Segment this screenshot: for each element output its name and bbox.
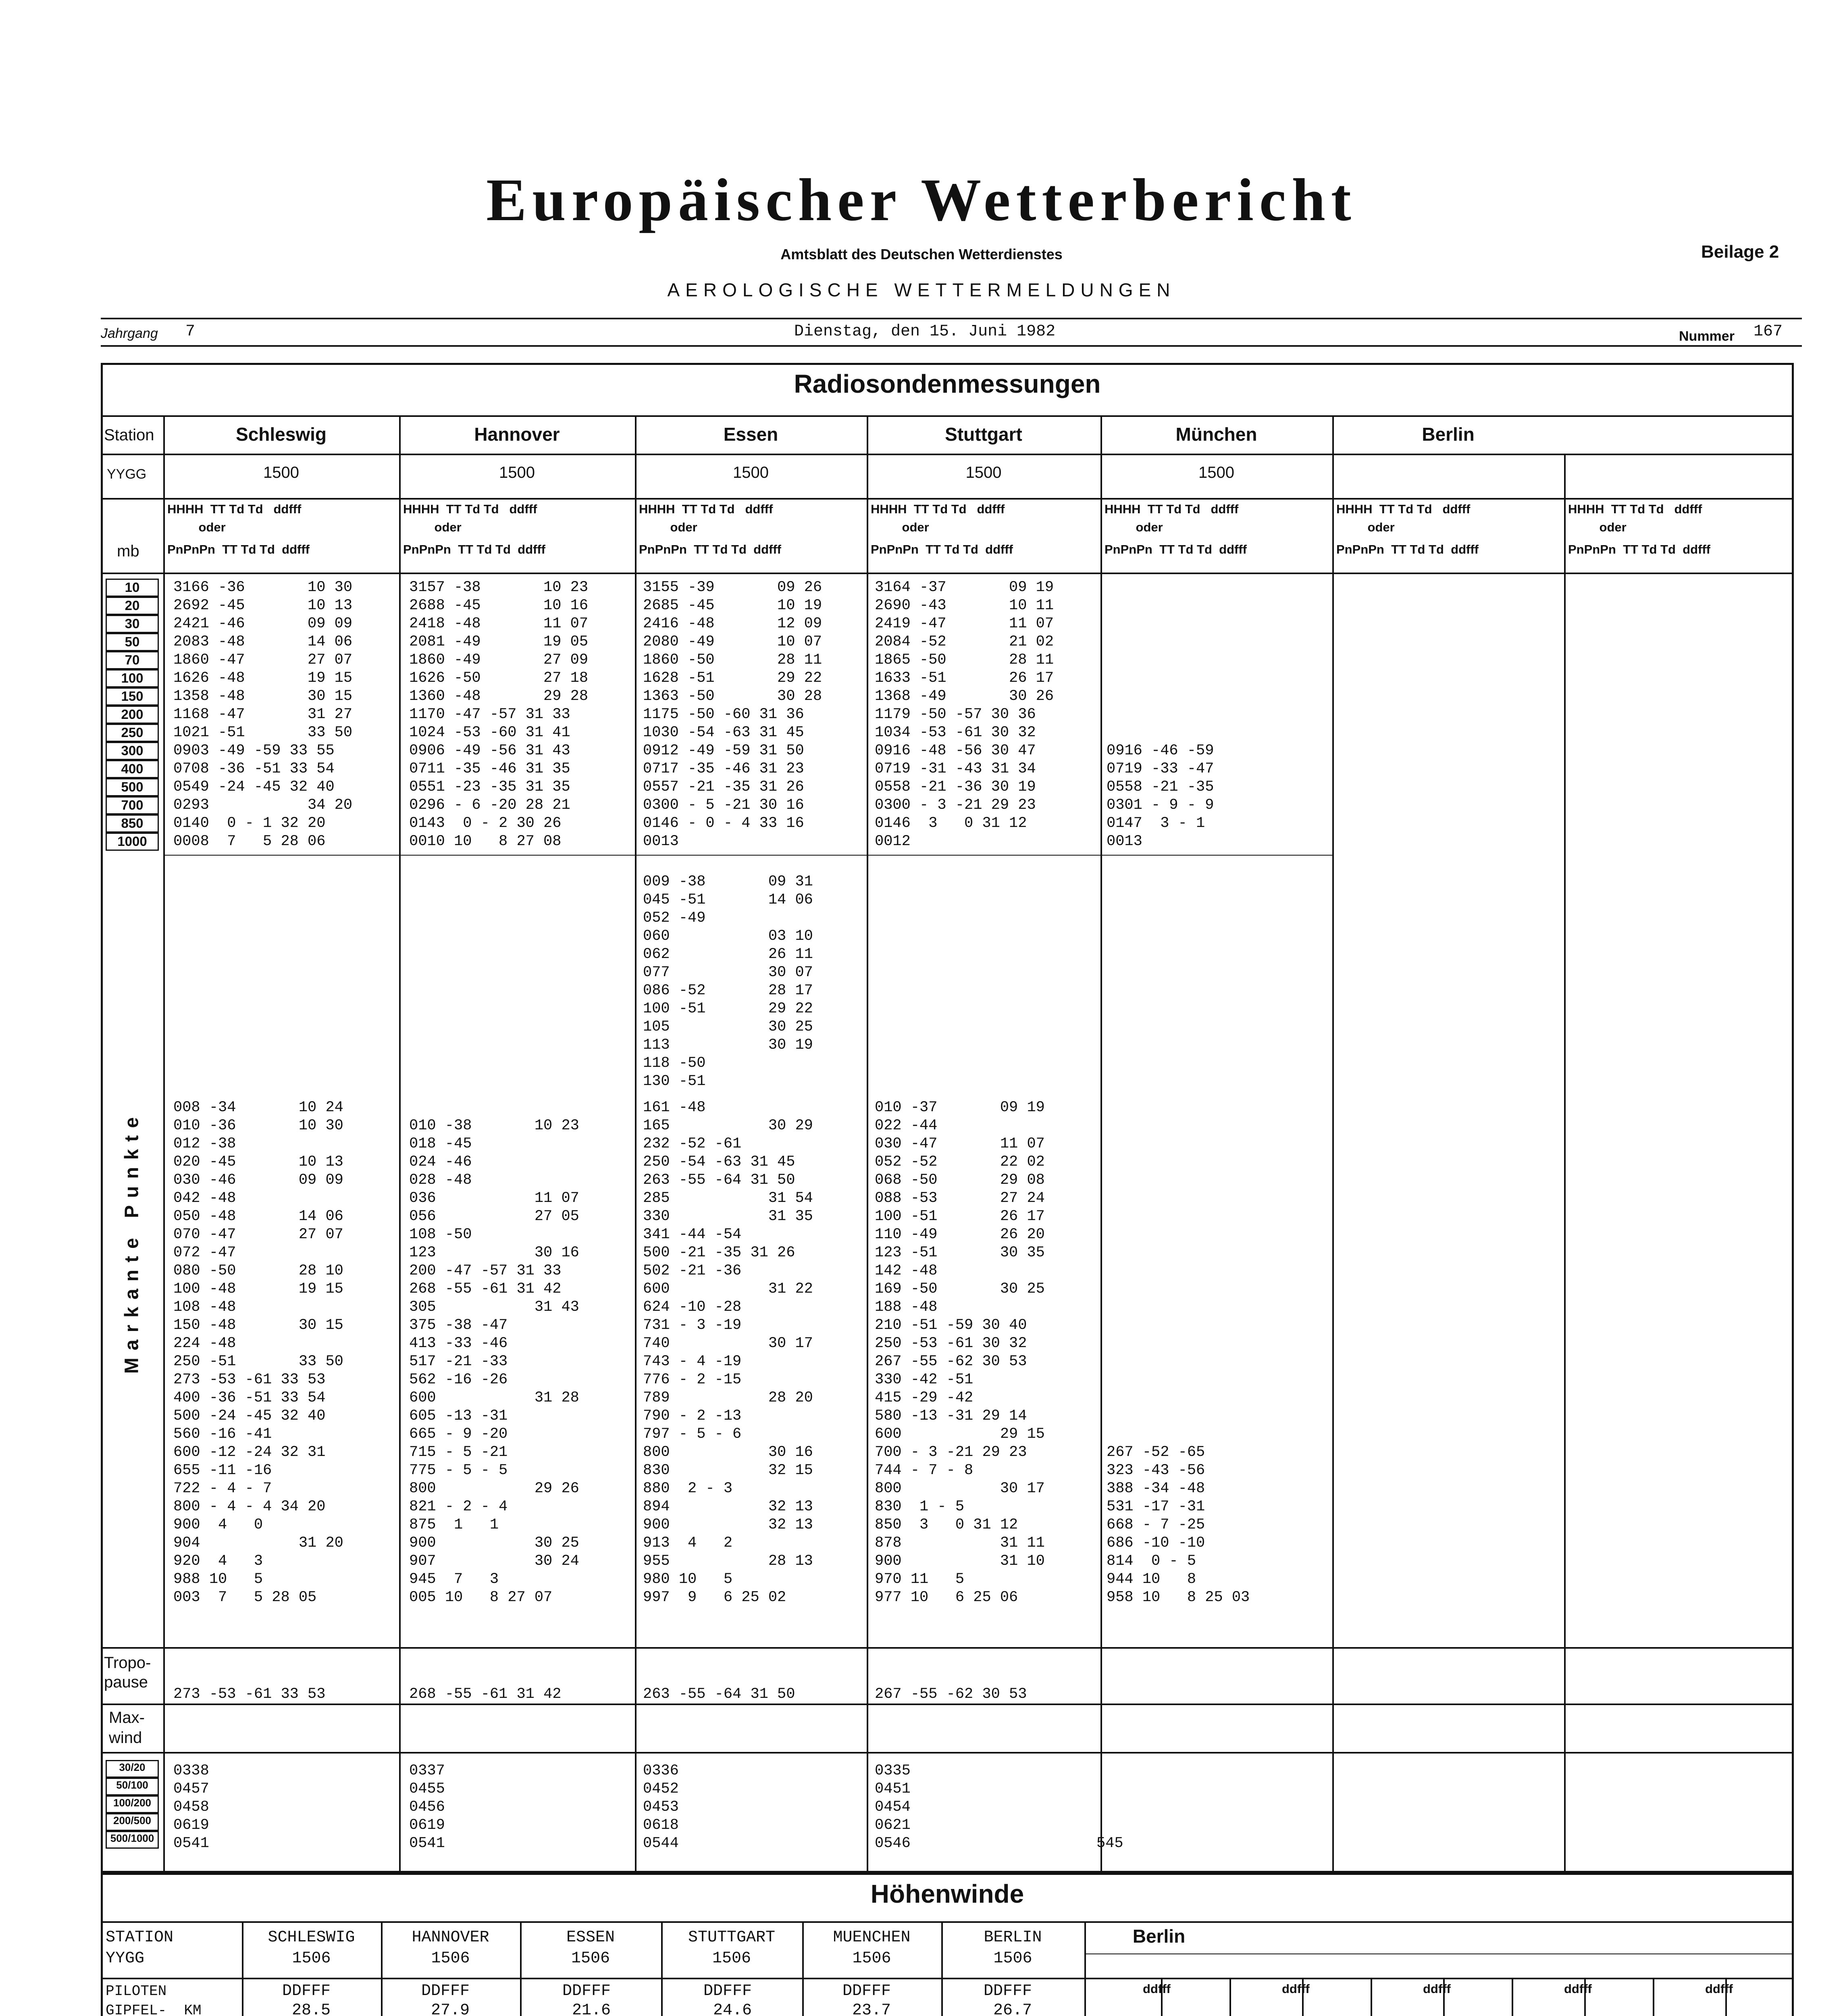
level-70: 70 xyxy=(106,651,159,669)
essen-extra-points: 009 -38 09 31 045 -51 14 06 052 -49 060 03 10 062 26 11 077 30 07 086 -52 28 17 100 -51 29 22 105 30 25 113 30 19 118 -50 130 -51 xyxy=(643,873,813,1090)
subheader-6-b: PnPnPn TT Td Td ddfff xyxy=(1336,542,1479,556)
col-divider xyxy=(399,415,401,1873)
sig-data-essen: 161 -48 165 30 29 232 -52 -61 250 -54 -63 31 45 263 -55 -64 31 50 285 31 54 330 31 35 341 -44 -54 500 -21 -35 31 26 502 -21 -36 600 31 22 624 -10 -28 731 - 3 -19 740 30 17 743 - 4 -19 776 - 2 -15 789 28 20 790 - 2 -13 797 - 5 - 6 800 30 16 830 32 15 880 2 - 3 894 32 13 900 32 13 913 4 2 955 28 13 980 10 5 997 9 6 25 02 xyxy=(643,1099,813,1606)
significant-points-label-box xyxy=(101,1089,163,1395)
col-divider xyxy=(1564,454,1566,1873)
time-essen: 1500 xyxy=(733,464,769,481)
hw-station-essen: ESSEN xyxy=(566,1929,615,1947)
gipfel-berlin: DDFFF 26.7 xyxy=(984,1982,1032,2016)
level-400: 400 xyxy=(106,760,159,778)
level-1000: 1000 xyxy=(106,833,159,851)
std-data-essen: 3155 -39 09 26 2685 -45 10 19 2416 -48 12 09 2080 -49 10 07 1860 -50 28 11 1628 -51 29 22 1363 -50 30 28 1175 -50 -60 31 36 1030 -54 -63 31 45 0912 -49 -59 31 50 0717 -35 -46 31 23 0557 -21 -35 31 26 0300 - 5 -21 30 16 0146 - 0 - 4 33 16 0013 xyxy=(643,579,822,850)
hoehenwinde-title: Höhenwinde xyxy=(870,1879,1024,1908)
level-150: 150 xyxy=(106,687,159,706)
std-data-schleswig: 3166 -36 10 30 2692 -45 10 13 2421 -46 09 09 2083 -48 14 06 1860 -47 27 07 1626 -48 19 15 1358 -48 30 15 1168 -47 31 27 1021 -51 33 50 0903 -49 -59 33 55 0708 -36 -51 33 54 0549 -24 -45 32 40 0293 34 20 0140 0 - 1 32 20 0008 7 5 28 06 xyxy=(173,579,353,850)
hw-yygg-label: YYGG xyxy=(106,1949,145,1968)
hw-time: 1506 xyxy=(292,1949,331,1968)
time-hannover: 1500 xyxy=(499,464,535,481)
subheader-2: HHHH TT Td Td ddfff xyxy=(403,502,537,516)
hw-time: 1506 xyxy=(993,1949,1032,1968)
shear-level: 50/100 xyxy=(106,1778,159,1795)
subheader-7: HHHH TT Td Td ddfff xyxy=(1568,502,1702,516)
subheader-4-b: PnPnPn TT Td Td ddfff xyxy=(871,542,1013,556)
subheader-3-b: PnPnPn TT Td Td ddfff xyxy=(639,542,781,556)
station-essen: Essen xyxy=(723,424,778,445)
header-rule-top xyxy=(101,318,1802,319)
shear-essen: 0336 0452 0453 0618 0544 xyxy=(643,1762,679,1852)
station-hannover: Hannover xyxy=(474,424,560,445)
gipfel-muenchen: DDFFF 23.7 xyxy=(842,1982,891,2016)
subheader-2-oder: oder xyxy=(403,520,462,534)
station-stuttgart: Stuttgart xyxy=(945,424,1022,445)
gipfel-hannover: DDFFF 27.9 xyxy=(421,1982,470,2016)
rule xyxy=(101,415,1794,417)
report-title: Europäischer Wetterbericht xyxy=(486,167,1357,233)
yygg-label: YYGG xyxy=(107,467,147,482)
rule xyxy=(101,573,1794,574)
mb-label: mb xyxy=(117,542,139,560)
gipfel-schleswig: DDFFF 28.5 xyxy=(282,1982,331,2016)
hw-station-stuttgart: STUTTGART xyxy=(688,1929,776,1947)
subheader-3: HHHH TT Td Td ddfff xyxy=(639,502,773,516)
col-divider xyxy=(867,415,868,1873)
level-30: 30 xyxy=(106,615,159,633)
subheader-4: HHHH TT Td Td ddfff xyxy=(871,502,1005,516)
level-200: 200 xyxy=(106,706,159,724)
subheader-6-oder: oder xyxy=(1336,520,1395,534)
level-20: 20 xyxy=(106,597,159,615)
tropo-essen: 263 -55 -64 31 50 xyxy=(643,1686,795,1703)
shear-level: 100/200 xyxy=(106,1795,159,1813)
level-250: 250 xyxy=(106,724,159,742)
rule xyxy=(101,454,1794,455)
shear-muenchen: 545 xyxy=(1096,1835,1123,1852)
tropo-stuttgart: 267 -55 -62 30 53 xyxy=(875,1686,1027,1703)
subheader-1: HHHH TT Td Td ddfff xyxy=(167,502,302,516)
subheader-2-b: PnPnPn TT Td Td ddfff xyxy=(403,542,545,556)
report-subtitle: Amtsblatt des Deutschen Wetterdienstes xyxy=(780,246,1063,262)
level-100: 100 xyxy=(106,669,159,687)
col-divider xyxy=(1332,415,1334,1873)
section-heading: AEROLOGISCHE WETTERMELDUNGEN xyxy=(667,279,1176,300)
time-muenchen: 1500 xyxy=(1198,464,1234,481)
rule xyxy=(101,1647,1794,1649)
col-divider xyxy=(635,415,637,1873)
station-label: Station xyxy=(104,426,154,444)
hw-time: 1506 xyxy=(431,1949,470,1968)
std-data-muenchen: 0916 -46 -59 0719 -33 -47 0558 -21 -35 0301 - 9 - 9 0147 3 - 1 0013 xyxy=(1107,742,1214,850)
col-divider xyxy=(1100,415,1102,1873)
std-data-stuttgart: 3164 -37 09 19 2690 -43 10 11 2419 -47 11 07 2084 -52 21 02 1865 -50 28 11 1633 -51 26 17 1368 -49 30 26 1179 -50 -57 30 36 1034 -53 -61 30 32 0916 -48 -56 30 47 0719 -31 -43 31 34 0558 -21 -36 30 19 0300 - 3 -21 29 23 0146 3 0 31 12 0012 xyxy=(875,579,1054,850)
hw-station-hannover: HANNOVER xyxy=(412,1929,489,1947)
subheader-7-oder: oder xyxy=(1568,520,1627,534)
level-850: 850 xyxy=(106,814,159,833)
std-data-hannover: 3157 -38 10 23 2688 -45 10 16 2418 -48 11 07 2081 -49 19 05 1860 -49 27 09 1626 -50 27 18 1360 -48 29 28 1170 -47 -57 31 33 1024 -53 -60 31 41 0906 -49 -56 31 43 0711 -35 -46 31 35 0551 -23 -35 31 35 0296 - 6 -20 28 21 0143 0 - 2 30 26 0010 10 8 27 08 xyxy=(409,579,589,850)
col-divider xyxy=(1653,1978,1654,2016)
tropopause-label: Tropo-pause xyxy=(104,1654,151,1691)
col-divider xyxy=(1229,1978,1231,2016)
subheader-7-b: PnPnPn TT Td Td ddfff xyxy=(1568,542,1710,556)
year-value: 7 xyxy=(185,323,196,341)
sig-data-schleswig: 008 -34 10 24 010 -36 10 30 012 -38 020 -45 10 13 030 -46 09 09 042 -48 050 -48 14 06 070 -47 27 07 072 -47 080 -50 28 10 100 -48 19 15 108 -48 150 -48 30 15 224 -48 250 -51 33 50 273 -53 -61 33 53 400 -36 -51 33 54 500 -24 -45 32 40 560 -16 -41 600 -12 -24 32 31 655 -11 -16 722 - 4 - 7 800 - 4 - 4 34 20 900 4 0 904 31 20 920 4 3 988 10 5 003 7 5 28 05 xyxy=(173,1099,343,1606)
subheader-1-oder: oder xyxy=(167,520,226,534)
col-divider xyxy=(1371,1978,1372,2016)
sig-data-stuttgart: 010 -37 09 19 022 -44 030 -47 11 07 052 -52 22 02 068 -50 29 08 088 -53 27 24 100 -51 26 17 110 -49 26 20 123 -51 30 35 142 -48 169 -50 30 25 188 -48 210 -51 -59 30 40 250 -53 -61 30 32 267 -55 -62 30 53 330 -42 -51 415 -29 -42 580 -13 -31 29 14 600 29 15 700 - 3 -21 29 23 744 - 7 - 8 800 30 17 830 1 - 5 850 3 0 31 12 878 31 11 900 31 10 970 11 5 977 10 6 25 06 xyxy=(875,1099,1045,1606)
year-label: Jahrgang xyxy=(101,326,158,341)
header-rule-bottom xyxy=(101,345,1802,347)
ddfff-label: ddfff xyxy=(1143,1982,1171,1996)
hw-station-berlin: BERLIN xyxy=(984,1929,1042,1947)
station-schleswig: Schleswig xyxy=(236,424,327,445)
level-700: 700 xyxy=(106,796,159,814)
level-500: 500 xyxy=(106,778,159,796)
shear-level: 200/500 xyxy=(106,1813,159,1831)
pressure-levels xyxy=(106,579,159,851)
subheader-6: HHHH TT Td Td ddfff xyxy=(1336,502,1471,516)
rule xyxy=(101,1921,1794,1923)
time-schleswig: 1500 xyxy=(263,464,299,481)
shear-levels xyxy=(106,1760,159,1849)
maxwind-label: Max-wind xyxy=(109,1709,145,1747)
radiosonde-title: Radiosondenmessungen xyxy=(794,369,1101,398)
subheader-5-b: PnPnPn TT Td Td ddfff xyxy=(1105,542,1247,556)
col-divider xyxy=(1512,1978,1513,2016)
ddfff-label: ddfff xyxy=(1564,1982,1592,1996)
subheader-3-oder: oder xyxy=(639,520,697,534)
significant-points-label: Markante Punkte xyxy=(121,1110,143,1374)
rule xyxy=(101,498,1794,500)
subheader-5: HHHH TT Td Td ddfff xyxy=(1105,502,1239,516)
shear-hannover: 0337 0455 0456 0619 0541 xyxy=(409,1762,445,1852)
level-10: 10 xyxy=(106,579,159,597)
piloten-label: PILOTEN GIPFEL- KM xyxy=(106,1983,202,2016)
sig-data-hannover: 010 -38 10 23 018 -45 024 -46 028 -48 036 11 07 056 27 05 108 -50 123 30 16 200 -47 -57 31 33 268 -55 -61 31 42 305 31 43 375 -38 -47 413 -33 -46 517 -21 -33 562 -16 -26 600 31 28 605 -13 -31 665 - 9 -20 715 - 5 -21 775 - 5 - 5 800 29 26 821 - 2 - 4 875 1 1 900 30 25 907 30 24 945 7 3 005 10 8 27 07 xyxy=(409,1117,579,1606)
subheader-1-b: PnPnPn TT Td Td ddfff xyxy=(167,542,310,556)
issue-date: Dienstag, den 15. Juni 1982 xyxy=(794,323,1056,341)
rule xyxy=(101,1752,1794,1754)
hw-station-label: STATION xyxy=(106,1929,174,1947)
number-label: Nummer xyxy=(1679,329,1735,344)
hw-berlin-header: Berlin xyxy=(1132,1926,1186,1947)
hw-station-schleswig: SCHLESWIG xyxy=(268,1929,355,1947)
shear-schleswig: 0338 0457 0458 0619 0541 xyxy=(173,1762,209,1852)
station-muenchen: München xyxy=(1175,424,1257,445)
ddfff-label: ddfff xyxy=(1423,1982,1451,1996)
ddfff-label: ddfff xyxy=(1282,1982,1310,1996)
subheader-4-oder: oder xyxy=(871,520,929,534)
shear-level: 500/1000 xyxy=(106,1831,159,1849)
level-300: 300 xyxy=(106,742,159,760)
gipfel-stuttgart: DDFFF 24.6 xyxy=(703,1982,752,2016)
hw-time: 1506 xyxy=(571,1949,610,1968)
shear-level: 30/20 xyxy=(106,1760,159,1778)
rule xyxy=(101,1704,1794,1705)
rule xyxy=(101,1978,1794,1979)
supplement-label: Beilage 2 xyxy=(1701,242,1779,262)
gipfel-essen: DDFFF 21.6 xyxy=(562,1982,611,2016)
time-stuttgart: 1500 xyxy=(965,464,1002,481)
sig-data-muenchen: 267 -52 -65 323 -43 -56 388 -34 -48 531 -17 -31 668 - 7 -25 686 -10 -10 814 0 - 5 944 10 8 958 10 8 25 03 xyxy=(1107,1444,1250,1606)
rule-standard-end xyxy=(163,855,1332,856)
hw-station-muenchen: MUENCHEN xyxy=(833,1929,911,1947)
col-divider xyxy=(163,415,165,1873)
hw-time: 1506 xyxy=(712,1949,751,1968)
number-value: 167 xyxy=(1754,323,1783,341)
ddfff-label: ddfff xyxy=(1705,1982,1733,1996)
tropo-schleswig: 273 -53 -61 33 53 xyxy=(173,1686,326,1703)
level-50: 50 xyxy=(106,633,159,651)
subheader-5-oder: oder xyxy=(1105,520,1163,534)
station-berlin: Berlin xyxy=(1422,424,1475,445)
tropo-hannover: 268 -55 -61 31 42 xyxy=(409,1686,562,1703)
shear-stuttgart: 0335 0451 0454 0621 0546 xyxy=(875,1762,911,1852)
hw-time: 1506 xyxy=(852,1949,891,1968)
